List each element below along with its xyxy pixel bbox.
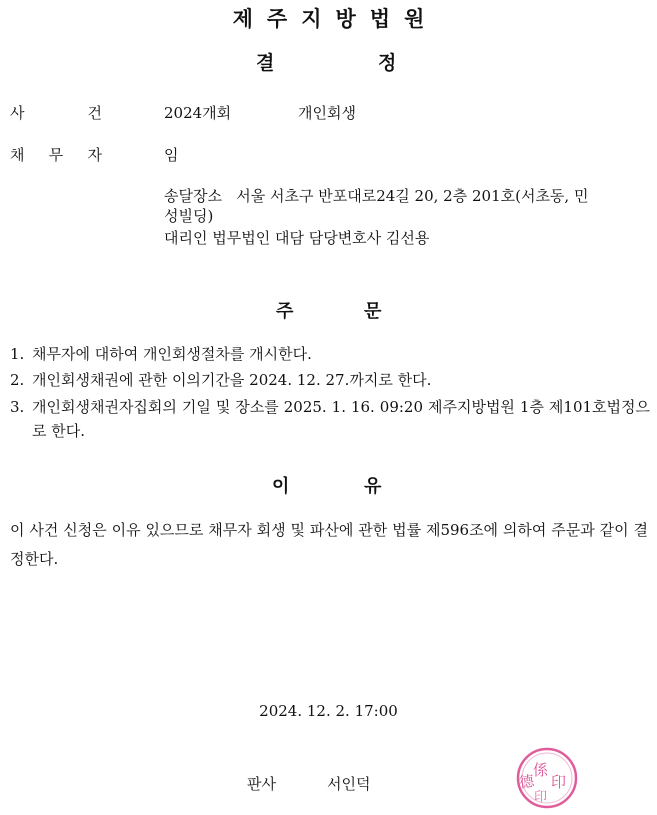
service-address-line1: 송달장소 서울 서초구 반포대로24길 20, 2층 201호(서초동, 민	[164, 187, 589, 205]
decision-date: 2024. 12. 2. 17:00	[259, 702, 398, 720]
seal-icon	[514, 745, 580, 811]
case-type: 개인회생	[298, 104, 356, 122]
debtor-name: 임	[164, 146, 179, 164]
svg-text:德: 德	[517, 771, 536, 792]
document-title-left: 결	[256, 52, 275, 74]
judge-seal	[514, 745, 580, 811]
judge-name: 서인덕	[327, 775, 371, 793]
reason-heading-right: 유	[364, 476, 382, 497]
order-item-2: 2. 개인회생채권에 관한 이의기간을 2024. 12. 27.까지로 한다.	[10, 371, 432, 389]
reason-heading-left: 이	[272, 476, 290, 497]
order-heading-right: 문	[364, 301, 382, 322]
order-heading-left: 주	[276, 301, 294, 322]
service-address-line2: 성빌딩)	[164, 207, 214, 225]
svg-text:係: 係	[533, 761, 549, 779]
agent-info: 대리인 법무법인 대담 담당변호사 김선용	[164, 229, 430, 247]
reason-text: 이 사건 신청은 이유 있으므로 채무자 회생 및 파산에 관한 법률 제596조에 의하여 주문과 같이 결정한다.	[10, 521, 648, 568]
case-label: 사 건	[10, 104, 102, 122]
case-number: 2024개회	[164, 104, 232, 122]
svg-text:印: 印	[551, 773, 567, 791]
debtor-label: 채 무 자	[10, 146, 102, 164]
svg-text:印: 印	[534, 790, 548, 805]
order-item-1: 1. 채무자에 대하여 개인회생절차를 개시한다.	[10, 345, 312, 363]
court-name: 제주지방법원	[232, 7, 439, 31]
judge-title: 판사	[247, 775, 276, 793]
document-title-right: 정	[378, 52, 397, 74]
order-item-3: 3. 개인회생채권자집회의 기일 및 장소를 2025. 1. 16. 09:20 제주지방법원 1층 제101호법정으로 한다.	[10, 398, 650, 440]
